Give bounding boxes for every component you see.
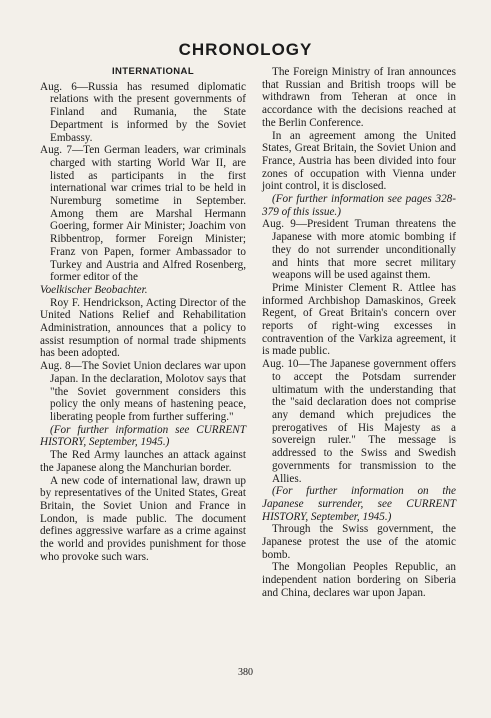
reference-note: (For further information on the Japanese surrender, see CURRENT HISTORY, September, 1945.) [262,485,456,523]
page-number: 380 [238,667,253,678]
paragraph: The Red Army launches an attack against the Japanese along the Manchurian border. [40,449,246,474]
paragraph: Prime Minister Clement R. Attlee has informed Archbishop Damaskinos, Greek Regent, of Great Britain's concern over reports of right-wing excesses in contravention of the Varkiza agreement, it is made public. [262,281,456,358]
right-column [262,66,456,600]
reference-note: (For further information see pages 328-379 of this issue.) [262,193,456,218]
chronology-entry: Aug. 9—President Truman threatens the Japanese with more atomic bombing if they do not surrender unconditionally and hints that more secret military weapons will be used against them. [262,218,456,282]
section-heading: INTERNATIONAL [111,66,195,77]
paragraph: Through the Swiss government, the Japanese protest the use of the atomic bomb. [262,523,456,561]
chronology-entry: Aug. 7—Ten German leaders, war criminals charged with starting World War II, are listed as participants in the first international war crimes trial to be held in Nuremburg sometime in September. Among them are Marshal Hermann Goering, former Air Minister; Joachim von Ribbentrop, former Foreign Minister; Franz von Papen, former Ambassador to Turkey and Austria and Alfred Rosenberg, former editor of the [40,144,246,284]
reference-note: (For further information see CURRENT HISTORY, September, 1945.) [40,423,246,449]
paragraph: In an agreement among the United States, Great Britain, the Soviet Union and France, Austria has been divided into four zones of occupation with Vienna under joint control, it is disclosed. [262,129,456,193]
chronology-entry: Aug. 8—The Soviet Union declares war upon Japan. In the declaration, Molotov says that "the Soviet government considers this policy the only means of hastening peace, liberating people from further suffering." [40,360,246,423]
left-column [40,66,246,563]
paragraph: The Foreign Ministry of Iran announces that Russian and British troops will be withdrawn from Teheran at once in accordance with the decisions reached at the Berlin Conference. [262,66,456,129]
newspaper-title: Voelkischer Beobachter. [40,283,148,296]
chronology-entry: Aug. 10—The Japanese government offers to accept the Potsdam surrender ultimatum with the understanding that the "said declaration does not comprise any demand which prejudices the prerogatives of His Majesty as a sovereign ruler." The message is addressed to the Swiss and Swedish governments for transmission to the Allies. [262,358,456,485]
paragraph: Roy F. Hendrickson, Acting Director of the United Nations Relief and Rehabilitation Administration, announces that a policy to assist resumption of normal trade shipments has been adopted. [40,296,246,360]
page-title: CHRONOLOGY [178,40,313,59]
chronology-entry: Aug. 6—Russia has resumed diplomatic relations with the present governments of Finland and Rumania, the State Department is informed by the Soviet Embassy. [40,80,246,144]
paragraph: A new code of international law, drawn up by representatives of the United States, Great Britain, the Soviet Union and France in London, is made public. The document defines aggressive warfare as a crime against the world and provides punishment for those who provoke such wars. [40,474,246,563]
paragraph: The Mongolian Peoples Republic, an independent nation bordering on Siberia and China, declares war upon Japan. [262,561,456,599]
